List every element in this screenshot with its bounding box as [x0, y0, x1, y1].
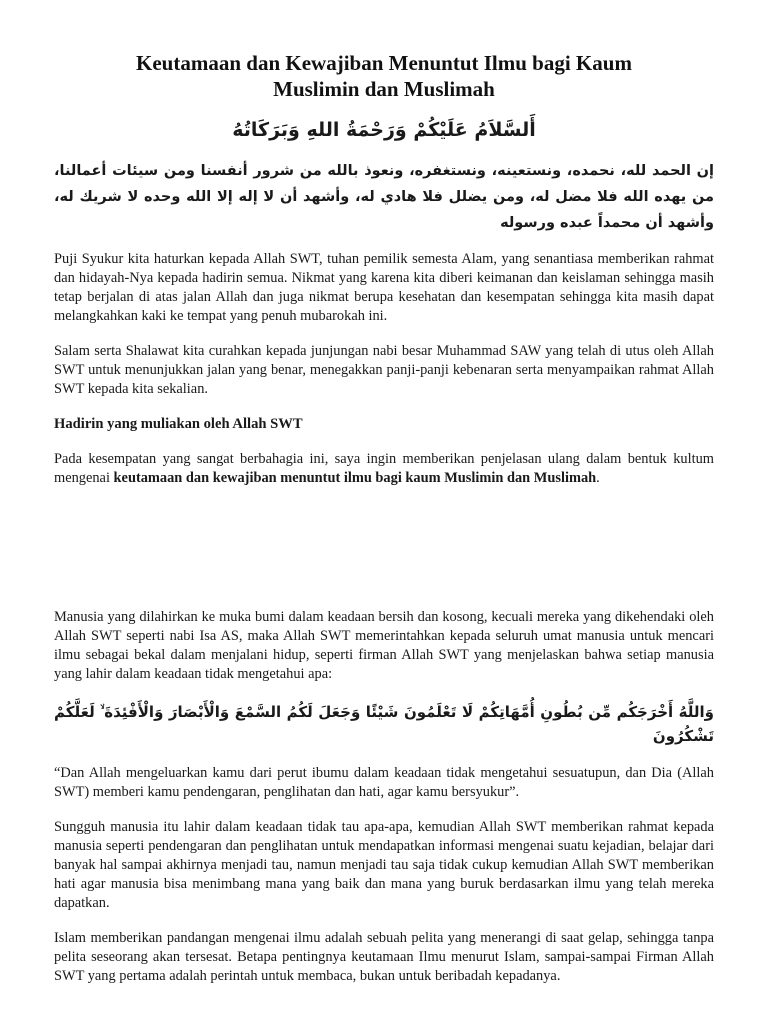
- verse-translation: “Dan Allah mengeluarkan kamu dari perut ibumu dalam keadaan tidak mengetahui sesuatupun, dan Dia (Allah SWT) memberi kamu pendengaran, penglihatan dan hati, agar kamu bersyukur”.: [54, 765, 714, 800]
- title-line-2: Muslimin dan Muslimah: [273, 77, 495, 101]
- title-line-1: Keutamaan dan Kewajiban Menuntut Ilmu bagi Kaum: [136, 51, 632, 75]
- quran-verse-arabic: وَاللَّهُ أَخْرَجَكُم مِّن بُطُونِ أُمَّهَاتِكُمْ لَا تَعْلَمُونَ شَيْئًا وَجَعَلَ لَكُمُ السَّمْعَ وَالْأَبْصَارَ وَالْأَفْئِدَةَ ۙ لَعَلَّكُمْ تَشْكُرُونَ: [54, 703, 714, 745]
- intro-text: Pada kesempatan yang sangat berbahagia ini, saya ingin memberikan penjelasan ulang dalam bentuk kultum mengenai: [54, 451, 714, 486]
- document-title: [54, 50, 714, 102]
- paragraph-human-born: Manusia yang dilahirkan ke muka bumi dalam keadaan bersih dan kosong, kecuali mereka yang dikehendaki oleh Allah SWT seperti nabi Isa AS, maka Allah SWT memerintahkan kepada seluruh umat manusia untuk mencari ilmu sebagai bekal dalam menjalani hidup, seperti firman Allah SWT yang menjelaskan bahwa setiap manusia yang lahir dalam keadaan tidak mengetahui apa:: [54, 609, 714, 682]
- paragraph-shalawat: Salam serta Shalawat kita curahkan kepada junjungan nabi besar Muhammad SAW yang telah di utus oleh Allah SWT untuk menunjukkan jalan yang benar, menegakkan panji-panji kebenaran serta menyampaikan rahmat Allah SWT kepada kita sekalian.: [54, 343, 714, 397]
- section-heading: Hadirin yang muliakan oleh Allah SWT: [54, 416, 303, 432]
- paragraph-senses: Sungguh manusia itu lahir dalam keadaan tidak tau apa-apa, kemudian Allah SWT memberikan rahmat kepada manusia seperti pendengaran dan penglihatan untuk mendapatkan informasi mengenai suatu kejadian, belajar dari banyak hal sampai akhirnya menjadi tau, namun menjadi tau saja tidak cukup kemudian Allah SWT memberikan hati agar manusia bisa menimbang mana yang baik dan mana yang buruk berdasarkan ilmu yang telah mereka dapatkan.: [54, 819, 714, 911]
- blank-space: [54, 504, 714, 608]
- opening-arabic-text: إن الحمد لله، نحمده، ونستعينه، ونستغفره، ونعوذ بالله من شرور أنفسنا ومن سيئات أعمالنا، من يهده الله فلا مضل له، ومن يضلل فلا هادي له، وأشهد أن لا إله إلا الله وحده لا شريك له، وأشهد أن محمداً عبده ورسوله: [54, 163, 714, 231]
- intro-topic-bold: keutamaan dan kewajiban menuntut ilmu bagi kaum Muslimin dan Muslimah: [113, 470, 597, 486]
- intro-end: .: [596, 470, 600, 486]
- paragraph-intro: [54, 450, 714, 488]
- paragraph-islam-knowledge: Islam memberikan pandangan mengenai ilmu adalah sebuah pelita yang menerangi di saat gelap, sehingga tanpa pelita seseorang akan tersesat. Betapa pentingnya keutamaan Ilmu menurut Islam, sampai-sampai Firman Allah SWT yang pertama adalah perintah untuk membaca, bukan untuk beribadah kepadanya.: [54, 930, 714, 984]
- paragraph-gratitude: Puji Syukur kita haturkan kepada Allah SWT, tuhan pemilik semesta Alam, yang senantiasa memberikan rahmat dan hidayah-Nya kepada hadirin semua. Nikmat yang karena kita diberi keimanan dan keislaman sehingga masih tetap berjalan di atas jalan Allah dan juga nikmat berupa kesehatan dan kesempatan sehingga kita masih dapat melangkahkan kaki ke tempat yang penuh mubarokah ini.: [54, 251, 714, 324]
- salam-greeting: أَلسَّلاَمُ عَلَيْكُمْ وَرَحْمَةُ اللهِ وَبَرَكَاتُهُ: [232, 119, 536, 141]
